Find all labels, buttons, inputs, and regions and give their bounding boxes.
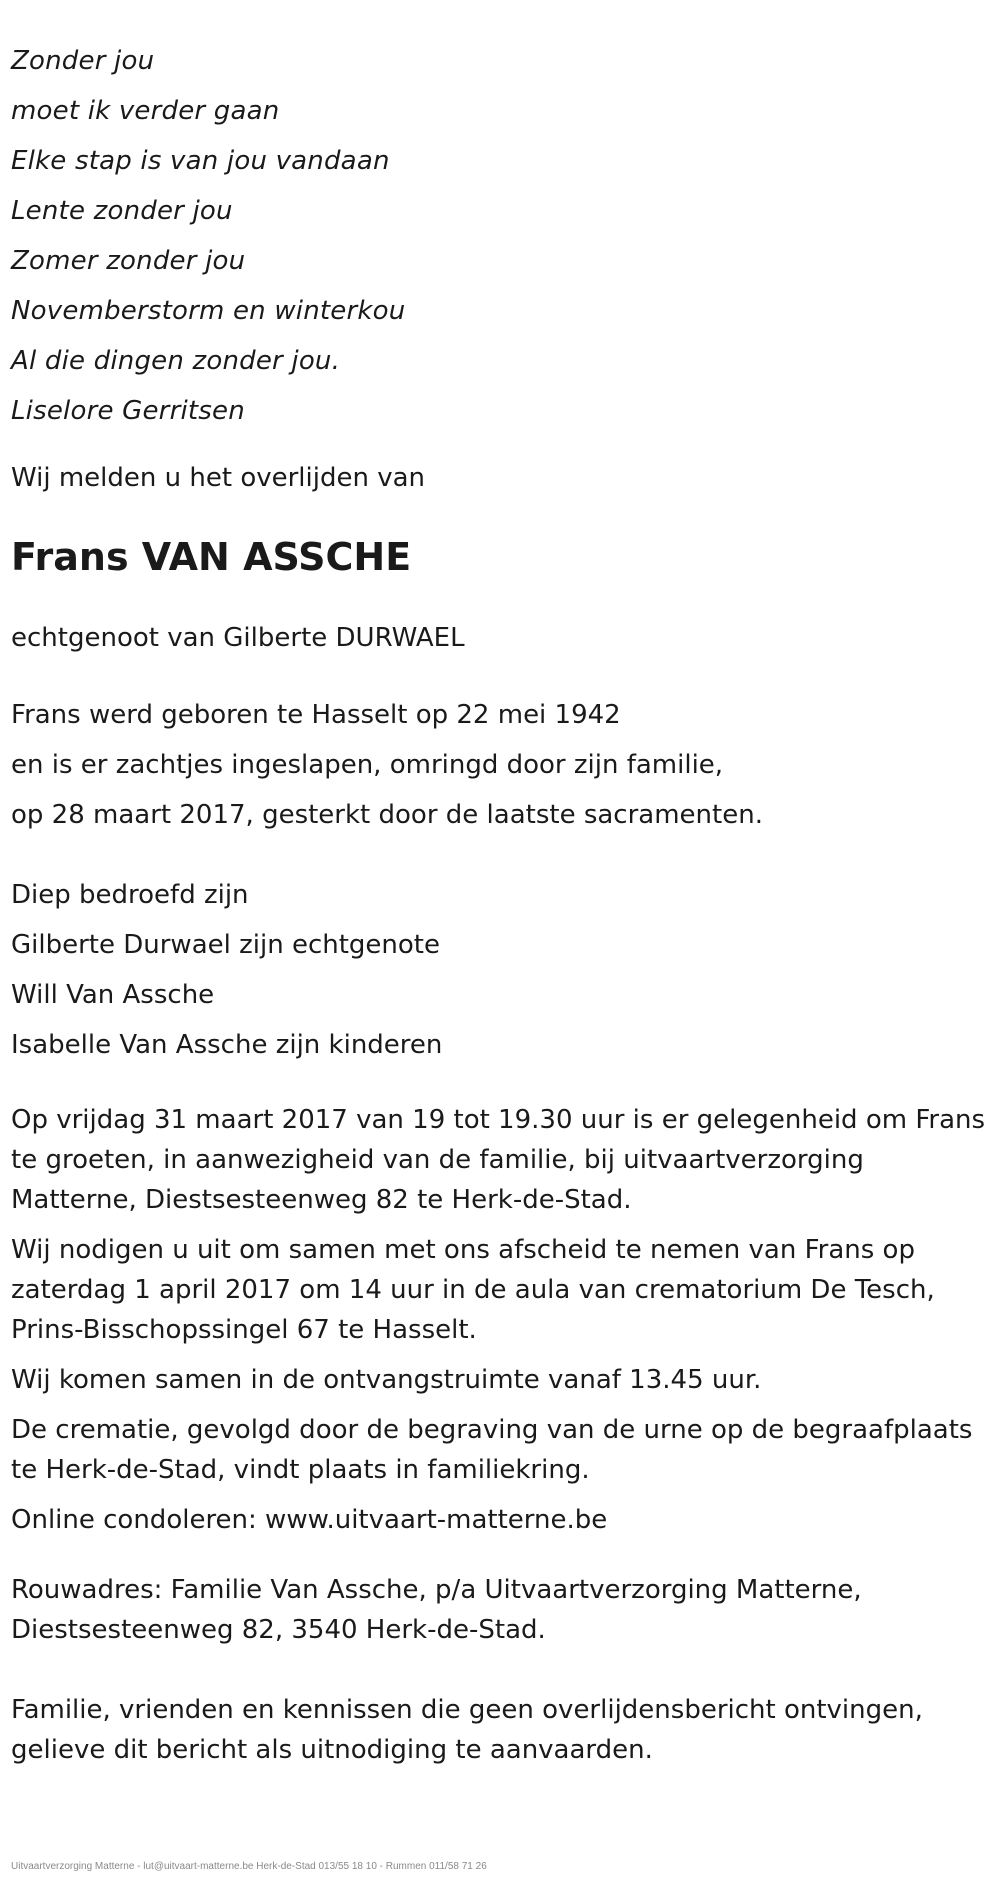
cremation-paragraph: De crematie, gevolgd door de begraving van de urne op de begraafplaats te Herk-de-Stad, vindt plaats in familiekring.	[11, 1415, 973, 1485]
mourners-list	[11, 870, 996, 1070]
online-condolence-paragraph: Online condoleren: www.uitvaart-matterne.be	[11, 1505, 608, 1535]
visitation-paragraph: Op vrijdag 31 maart 2017 van 19 tot 19.30 uur is er gelegenheid om Frans te groeten, in aanwezigheid van de familie, bij uitvaartverzorging Matterne, Diestsesteenweg 82 te Herk-de-Stad.	[11, 1105, 986, 1215]
mourners-line: Isabelle Van Assche zijn kinderen	[11, 1030, 443, 1060]
footer-contact: Uitvaartverzorging Matterne - lut@uitvaart-matterne.be Herk-de-Stad 013/55 18 10 - Rummen 011/58 71 26	[11, 1861, 487, 1872]
poem-line: Al die dingen zonder jou.	[11, 346, 341, 376]
spouse-line: echtgenoot van Gilberte DURWAEL	[11, 623, 465, 653]
poem-line: Zomer zonder jou	[11, 246, 246, 276]
poem-line: Lente zonder jou	[11, 196, 233, 226]
poem-line: Novemberstorm en winterkou	[11, 296, 406, 326]
announcement-intro: Wij melden u het overlijden van	[11, 463, 426, 493]
poem-author: Liselore Gerritsen	[11, 396, 245, 426]
deceased-name: Frans VAN ASSCHE	[11, 535, 412, 579]
life-line: op 28 maart 2017, gesterkt door de laatste sacramenten.	[11, 800, 763, 830]
ceremony-info	[11, 1100, 996, 1540]
mourners-line: Will Van Assche	[11, 980, 215, 1010]
poem	[11, 36, 996, 436]
life-details	[11, 690, 996, 840]
life-line: en is er zachtjes ingeslapen, omringd door zijn familie,	[11, 750, 724, 780]
mourners-line: Diep bedroefd zijn	[11, 880, 249, 910]
life-line: Frans werd geboren te Hasselt op 22 mei 1942	[11, 700, 621, 730]
poem-line: moet ik verder gaan	[11, 96, 280, 126]
obituary-document	[11, 36, 996, 1770]
gathering-paragraph: Wij komen samen in de ontvangstruimte vanaf 13.45 uur.	[11, 1365, 762, 1395]
mourners-line: Gilberte Durwael zijn echtgenote	[11, 930, 440, 960]
poem-line: Elke stap is van jou vandaan	[11, 146, 390, 176]
poem-line: Zonder jou	[11, 46, 155, 76]
closing-note: Familie, vrienden en kennissen die geen overlijdensbericht ontvingen, gelieve dit bericht als uitnodiging te aanvaarden.	[11, 1695, 923, 1765]
mourning-address: Rouwadres: Familie Van Assche, p/a Uitvaartverzorging Matterne, Diestsesteenweg 82, 3540 Herk-de-Stad.	[11, 1575, 862, 1645]
farewell-paragraph: Wij nodigen u uit om samen met ons afscheid te nemen van Frans op zaterdag 1 april 2017 om 14 uur in de aula van crematorium De Tesch, Prins-Bisschopssingel 67 te Hasselt.	[11, 1235, 935, 1345]
